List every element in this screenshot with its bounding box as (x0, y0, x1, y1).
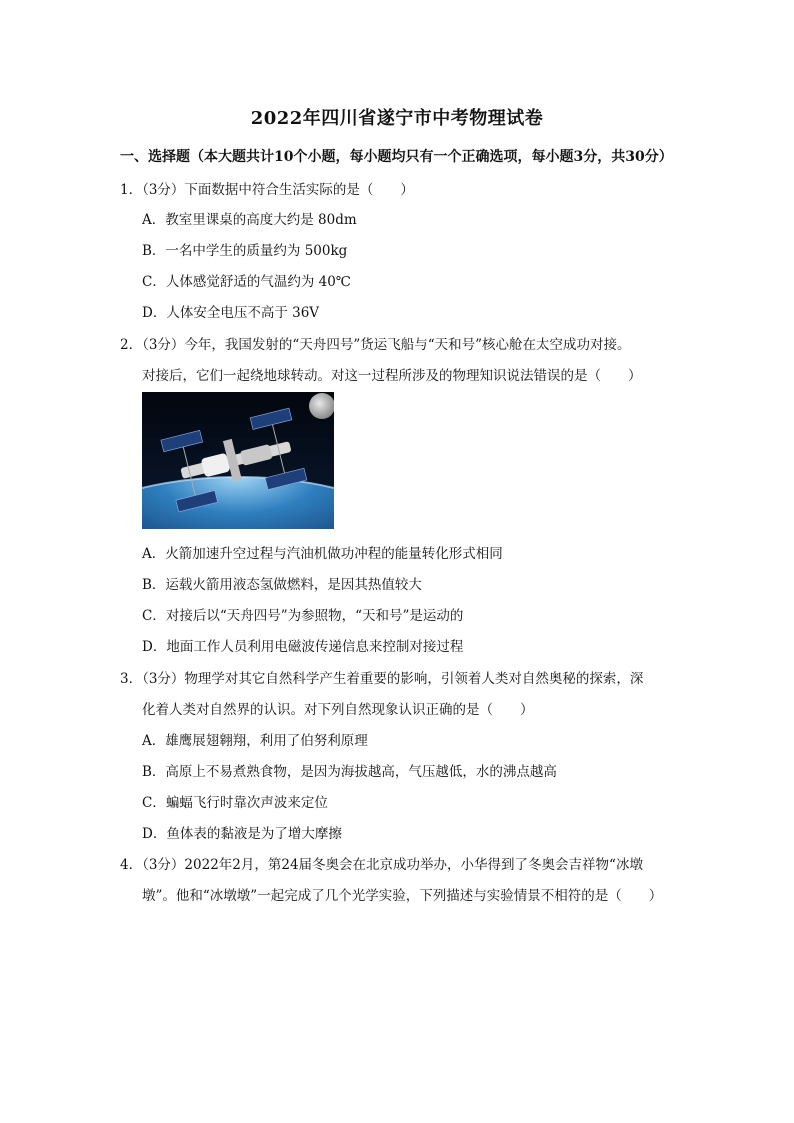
question-3-cont: 化着人类对自然界的认识。对下列自然现象认识正确的是（ ） (142, 702, 534, 718)
section-heading: 一、选择题（本大题共计10个小题，每小题均只有一个正确选项，每小题3分，共30分） (120, 149, 673, 165)
question-2: 2．（3分）今年，我国发射的“天舟四号”货运飞船与“天和号”核心舱在太空成功对接。 (120, 337, 631, 353)
q1-option-b: B．一名中学生的质量约为 500kg (142, 243, 348, 259)
q3-option-c: C．蝙蝠飞行时靠次声波来定位 (142, 795, 328, 811)
q1-option-a: A．教室里课桌的高度大约是 80dm (142, 212, 357, 228)
page-title: 2022年四川省遂宁市中考物理试卷 (250, 108, 544, 129)
question-1: 1．（3分）下面数据中符合生活实际的是（ ） (120, 182, 414, 198)
q3-option-d: D．鱼体表的黏液是为了增大摩擦 (142, 826, 342, 842)
question-3: 3．（3分）物理学对其它自然科学产生着重要的影响，引领着人类对自然奥秘的探索，深 (120, 671, 644, 687)
q2-option-c: C．对接后以“天舟四号”为参照物，“天和号”是运动的 (142, 608, 464, 624)
question-4: 4．（3分）2022年2月，第24届冬奥会在北京成功举办，小华得到了冬奥会吉祥物“冰墩 (120, 857, 643, 873)
q1-option-d: D．人体安全电压不高于 36V (142, 305, 320, 321)
question-2-cont: 对接后，它们一起绕地球转动。对这一过程所涉及的物理知识说法错误的是（ ） (142, 368, 642, 384)
q2-option-a: A．火箭加速升空过程与汽油机做功冲程的能量转化形式相同 (142, 546, 503, 562)
q3-option-b: B．高原上不易煮熟食物，是因为海拔越高，气压越低，水的沸点越高 (142, 764, 557, 780)
question-4-cont: 墩”。他和“冰墩墩”一起完成了几个光学实验，下列描述与实验情景不相符的是（ ） (142, 888, 663, 904)
space-station-image (142, 392, 334, 529)
q2-option-d: D．地面工作人员利用电磁波传递信息来控制对接过程 (142, 639, 464, 655)
q2-option-b: B．运载火箭用液态氢做燃料，是因其热值较大 (142, 577, 422, 593)
q3-option-a: A．雄鹰展翅翱翔，利用了伯努利原理 (142, 733, 368, 749)
q1-option-c: C．人体感觉舒适的气温约为 40℃ (142, 274, 351, 290)
